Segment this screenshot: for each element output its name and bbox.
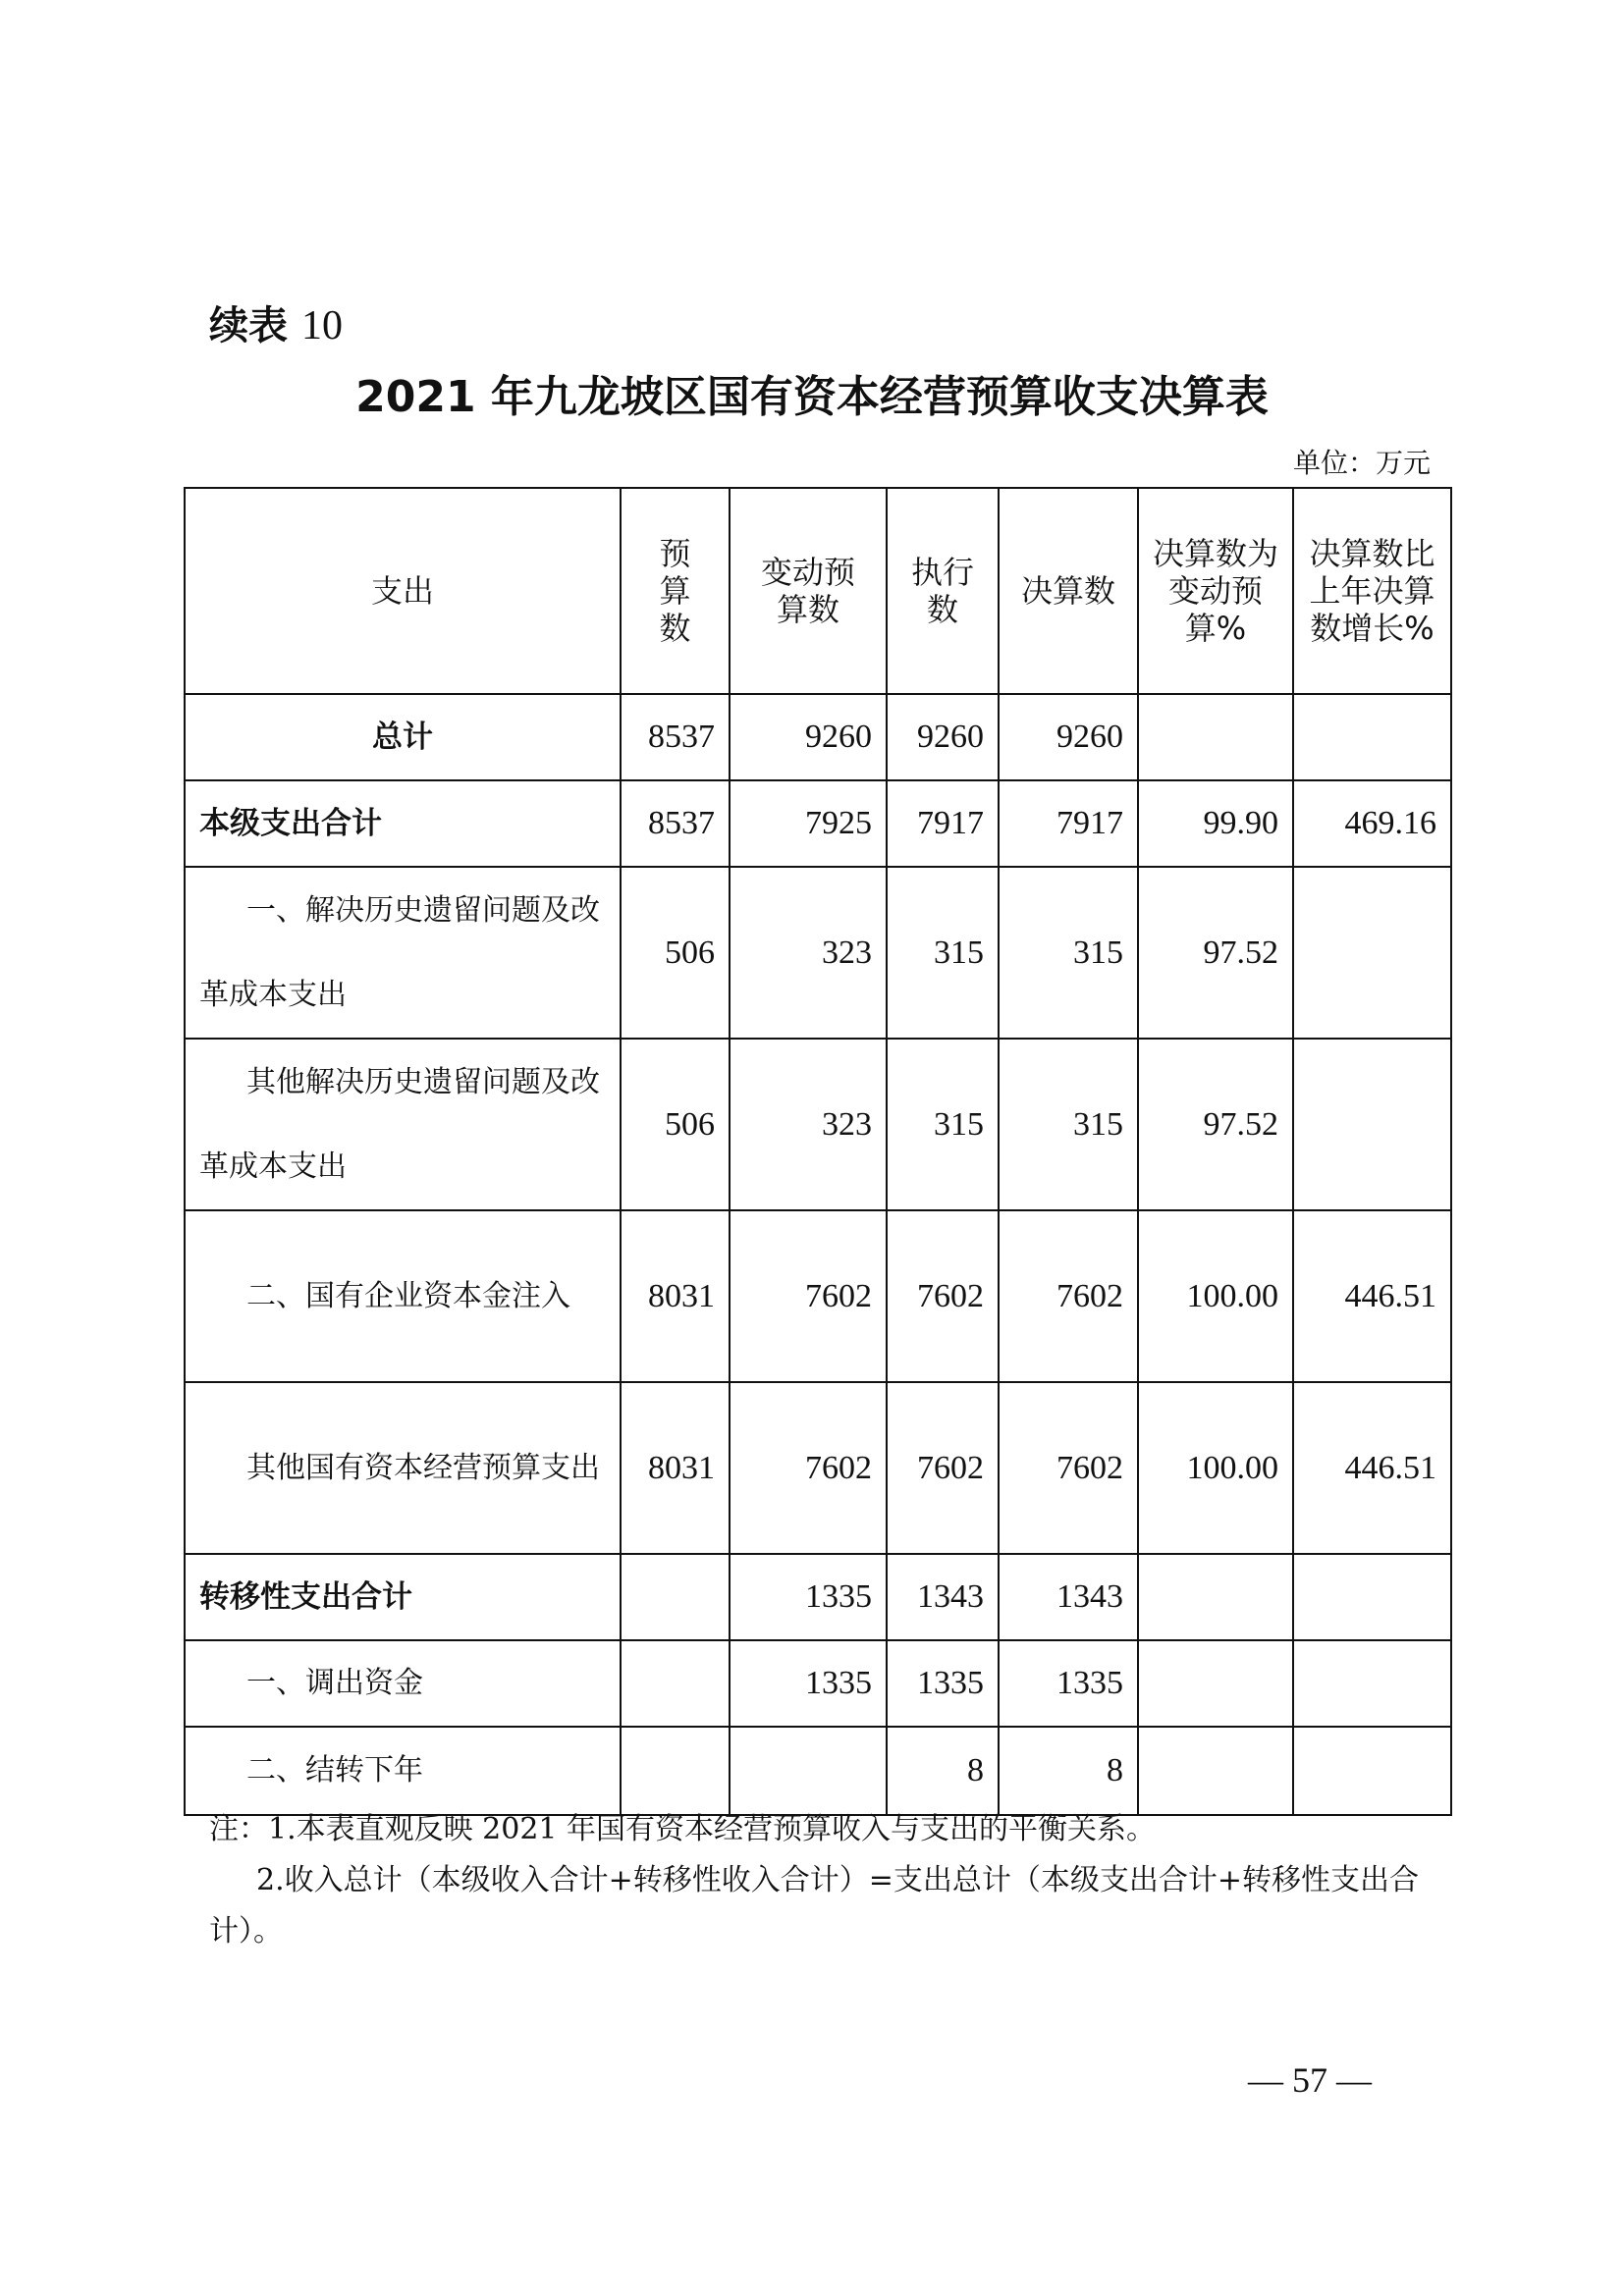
cell-adjusted: 7925 <box>730 780 887 867</box>
cell-final: 1343 <box>999 1554 1138 1640</box>
cell-pct-adjusted <box>1138 1554 1293 1640</box>
cell-executed: 7602 <box>887 1382 999 1554</box>
cell-final: 7602 <box>999 1210 1138 1382</box>
cell-pct-adjusted <box>1138 1640 1293 1727</box>
cell-pct-adjusted <box>1138 694 1293 780</box>
cell-adjusted: 323 <box>730 867 887 1039</box>
cell-executed: 315 <box>887 1039 999 1210</box>
cell-budget <box>621 1727 730 1815</box>
table-row <box>185 780 1451 867</box>
row-label: 总计 <box>185 694 621 780</box>
cell-budget: 506 <box>621 867 730 1039</box>
page-number: — 57 — <box>1248 2060 1372 2100</box>
cell-executed: 1335 <box>887 1640 999 1727</box>
page-title: 2021 年九龙坡区国有资本经营预算收支决算表 <box>355 372 1269 422</box>
cell-growth <box>1293 867 1451 1039</box>
cell-final: 9260 <box>999 694 1138 780</box>
header-executed: 执行数 <box>887 488 999 694</box>
row-label: 一、解决历史遗留问题及改革成本支出 <box>185 867 621 1039</box>
cell-growth <box>1293 694 1451 780</box>
table-row <box>185 1210 1451 1382</box>
cell-growth <box>1293 1039 1451 1210</box>
header-growth: 决算数比上年决算数增长% <box>1293 488 1451 694</box>
sub-label <box>209 294 343 350</box>
cell-growth <box>1293 1554 1451 1640</box>
sub-label-number: 10 <box>300 303 343 348</box>
cell-budget: 8537 <box>621 694 730 780</box>
cell-adjusted: 7602 <box>730 1210 887 1382</box>
table-row <box>185 1039 1451 1210</box>
cell-adjusted <box>730 1727 887 1815</box>
header-pct-adjusted: 决算数为变动预算% <box>1138 488 1293 694</box>
row-label: 一、调出资金 <box>185 1640 621 1727</box>
row-label: 转移性支出合计 <box>185 1554 621 1640</box>
table-row <box>185 694 1451 780</box>
row-label: 二、结转下年 <box>185 1727 621 1815</box>
cell-pct-adjusted: 100.00 <box>1138 1382 1293 1554</box>
table-row <box>185 1554 1451 1640</box>
cell-adjusted: 1335 <box>730 1554 887 1640</box>
cell-final: 7602 <box>999 1382 1138 1554</box>
cell-executed: 8 <box>887 1727 999 1815</box>
cell-executed: 7917 <box>887 780 999 867</box>
cell-budget <box>621 1554 730 1640</box>
header-final: 决算数 <box>999 488 1138 694</box>
cell-budget: 8031 <box>621 1210 730 1382</box>
cell-budget: 8537 <box>621 780 730 867</box>
cell-executed: 1343 <box>887 1554 999 1640</box>
cell-executed: 315 <box>887 867 999 1039</box>
header-expenditure: 支出 <box>185 488 621 694</box>
cell-budget: 506 <box>621 1039 730 1210</box>
cell-final: 7917 <box>999 780 1138 867</box>
row-label: 二、国有企业资本金注入 <box>185 1210 621 1382</box>
cell-executed: 9260 <box>887 694 999 780</box>
row-label: 其他解决历史遗留问题及改革成本支出 <box>185 1039 621 1210</box>
cell-final: 315 <box>999 867 1138 1039</box>
header-adjusted-budget: 变动预算数 <box>730 488 887 694</box>
cell-budget <box>621 1640 730 1727</box>
table-notes <box>209 1804 1427 1957</box>
table-row <box>185 867 1451 1039</box>
cell-final: 315 <box>999 1039 1138 1210</box>
cell-adjusted: 1335 <box>730 1640 887 1727</box>
cell-adjusted: 323 <box>730 1039 887 1210</box>
cell-final: 1335 <box>999 1640 1138 1727</box>
cell-growth: 469.16 <box>1293 780 1451 867</box>
table-row <box>185 1727 1451 1815</box>
table-row <box>185 1640 1451 1727</box>
cell-growth <box>1293 1727 1451 1815</box>
cell-pct-adjusted: 97.52 <box>1138 1039 1293 1210</box>
cell-final: 8 <box>999 1727 1138 1815</box>
row-label: 其他国有资本经营预算支出 <box>185 1382 621 1554</box>
cell-growth: 446.51 <box>1293 1382 1451 1554</box>
cell-pct-adjusted <box>1138 1727 1293 1815</box>
cell-adjusted: 9260 <box>730 694 887 780</box>
table-row <box>185 1382 1451 1554</box>
cell-growth <box>1293 1640 1451 1727</box>
note-1: 注：1.本表直观反映 2021 年国有资本经营预算收入与支出的平衡关系。 <box>209 1812 1157 1846</box>
row-label: 本级支出合计 <box>185 780 621 867</box>
cell-executed: 7602 <box>887 1210 999 1382</box>
cell-adjusted: 7602 <box>730 1382 887 1554</box>
cell-growth: 446.51 <box>1293 1210 1451 1382</box>
unit-label: 单位：万元 <box>1292 447 1431 479</box>
cell-pct-adjusted: 99.90 <box>1138 780 1293 867</box>
cell-pct-adjusted: 97.52 <box>1138 867 1293 1039</box>
table-header-row <box>185 488 1451 694</box>
header-budget: 预算数 <box>621 488 730 694</box>
note-2: 2.收入总计（本级收入合计+转移性收入合计）=支出总计（本级支出合计+转移性支出合计）。 <box>209 1863 1420 1949</box>
cell-pct-adjusted: 100.00 <box>1138 1210 1293 1382</box>
sub-label-prefix: 续表 <box>209 303 288 348</box>
cell-budget: 8031 <box>621 1382 730 1554</box>
budget-table <box>184 487 1452 1816</box>
